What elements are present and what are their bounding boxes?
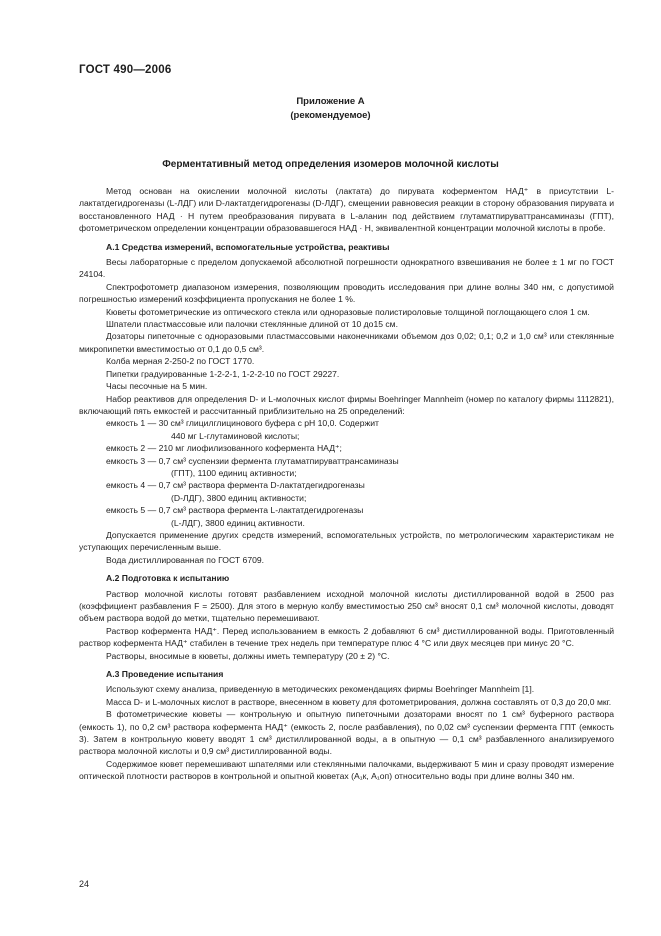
container-line: емкость 4 — 0,7 см³ раствора фермента D-лактатдегидрогеназы	[106, 480, 365, 491]
document-body	[79, 185, 614, 783]
a1-item: Колба мерная 2-250-2 по ГОСТ 1770.	[106, 356, 255, 367]
a1-item: Набор реактивов для определения D- и L-молочных кислот фирмы Boehringer Mannheim (номер по каталогу фирмы 1112821), включающий пять емкостей и рассчитанный приблизительно на 25 определений:	[79, 393, 614, 416]
container-line: емкость 3 — 0,7 см³ суспензии фермента глутаматпируваттрансаминазы	[106, 455, 399, 466]
container-line: емкость 1 — 30 см³ глицилглицинового буфера с рН 10,0. Содержит	[106, 418, 379, 429]
a2-paragraph: Раствор молочной кислоты готовят разбавлением исходной молочной кислоты дистиллированной водой в 2500 раз (коэффициент разбавления F = 2500). Для этого в мерную колбу вместимостью 250 см³ вносят 0,1 см³ молочной кислоты, доводят объем раствора водой до метки, тщательно перемешивают.	[79, 588, 614, 624]
a1-item: Пипетки градуированные 1-2-2-1, 1-2-2-10 по ГОСТ 29227.	[106, 368, 340, 379]
a3-paragraph: Используют схему анализа, приведенную в методических рекомендациях фирмы Boehringer Mannheim [1].	[106, 684, 535, 695]
document-code-header: ГОСТ 490—2006	[79, 64, 172, 76]
a1-item: Спектрофотометр диапазоном измерения, позволяющим проводить исследования при длине волны 340 нм, с допустимой погрешностью измерений коэффициента пропускания не более 1 %.	[79, 281, 614, 305]
section-heading-a1: А.1 Средства измерений, вспомогательные устройства, реактивы	[106, 241, 390, 252]
page-number: 24	[79, 879, 90, 889]
a3-paragraph: Масса D- и L-молочных кислот в растворе, внесенном в кювету для фотометрирования, должна составлять от 0,3 до 20,0 мкг.	[106, 696, 612, 707]
a2-paragraph: Растворы, вносимые в кюветы, должны иметь температуру (20 ± 2) °С.	[106, 650, 390, 661]
intro-paragraph: Метод основан на окислении молочной кислоты (лактата) до пирувата коферментом НАД⁺ в присутствии L-лактатдегидрогеназы (L-ЛДГ) или D-лактатдегидрогеназы (D-ЛДГ), смещении равновесия реакции в сторону образования пирувата и восстановленного НАД · Н путем преобразования пирувата в L-аланин под действием глутаматпируваттрансаминазы (ГПТ), фотометрическом определении концентрации образовавшегося НАД · Н, эквивалентной концентрации молочной кислоты в пробе.	[79, 186, 614, 234]
section-heading-a3: А.3 Проведение испытания	[106, 669, 224, 680]
appendix-status: (рекомендуемое)	[290, 110, 371, 121]
container-continuation: (D-ЛДГ), 3800 единиц активности;	[171, 492, 307, 503]
a3-paragraph: Содержимое кювет перемешивают шпателями или стеклянными палочками, выдерживают 5 мин и сразу проводят измерение оптической плотности растворов в контрольной и опытной кюветах (A₁к, A₁оп) относительно воды при длине волны 340 нм.	[79, 758, 614, 782]
a1-after: Допускается применение других средств измерений, вспомогательных устройств, по метрологическим характеристикам не уступающих перечисленным выше.	[79, 529, 614, 553]
container-continuation: 440 мг L-глутаминовой кислоты;	[171, 430, 300, 441]
a1-item: Кюветы фотометрические из оптического стекла или одноразовые полистироловые толщиной поглощающего слоя 1 см.	[106, 306, 590, 317]
a1-after: Вода дистиллированная по ГОСТ 6709.	[106, 554, 265, 565]
container-continuation: (L-ЛДГ), 3800 единиц активности.	[171, 517, 305, 528]
a3-paragraph: В фотометрические кюветы — контрольную и опытную пипеточными дозаторами вносят по 1 см³ буферного раствора (емкость 1), по 0,2 см³ раствора кофермента НАД⁺ (емкость 2, после разбавления), по 0,02 см³ суспензии фермента ГПТ (емкость 3). Затем в контрольную кювету вводят 1 см³ дистиллированной воды, а в опытную — 0,1 см³ разбавленного анализируемого раствора молочной кислоты и 0,9 см³ дистиллированной воды.	[79, 709, 614, 757]
a2-paragraph: Раствор кофермента НАД⁺. Перед использованием в емкость 2 добавляют 6 см³ дистиллированной воды. Приготовленный раствор кофермента НАД⁺ стабилен в течение трех недель при температуре плюс 4 °С или двух месяцев при минус 20 °С.	[79, 625, 614, 649]
container-line: емкость 5 — 0,7 см³ раствора фермента L-лактатдегидрогеназы	[106, 505, 364, 516]
container-line: емкость 2 — 210 мг лиофилизованного кофермента НАД⁺;	[106, 443, 342, 454]
a1-item: Весы лабораторные с пределом допускаемой абсолютной погрешности однократного взвешивания не более ± 1 мг по ГОСТ 24104.	[79, 257, 614, 280]
document-title: Ферментативный метод определения изомеров молочной кислоты	[162, 159, 499, 170]
a1-item: Шпатели пластмассовые или палочки стеклянные длиной от 10 до15 см.	[106, 319, 398, 330]
container-continuation: (ГПТ), 1100 единиц активности;	[171, 467, 297, 478]
section-heading-a2: А.2 Подготовка к испытанию	[106, 573, 230, 584]
a1-item: Часы песочные на 5 мин.	[106, 381, 208, 392]
a1-item: Дозаторы пипеточные с одноразовыми пластмассовыми наконечниками объемом доз 0,02; 0,1; 0,2 и 1,0 см³ или стеклянные микропипетки вместимостью от 0,1 до 0,5 см³.	[79, 331, 614, 354]
appendix-title: Приложение А	[296, 96, 365, 107]
